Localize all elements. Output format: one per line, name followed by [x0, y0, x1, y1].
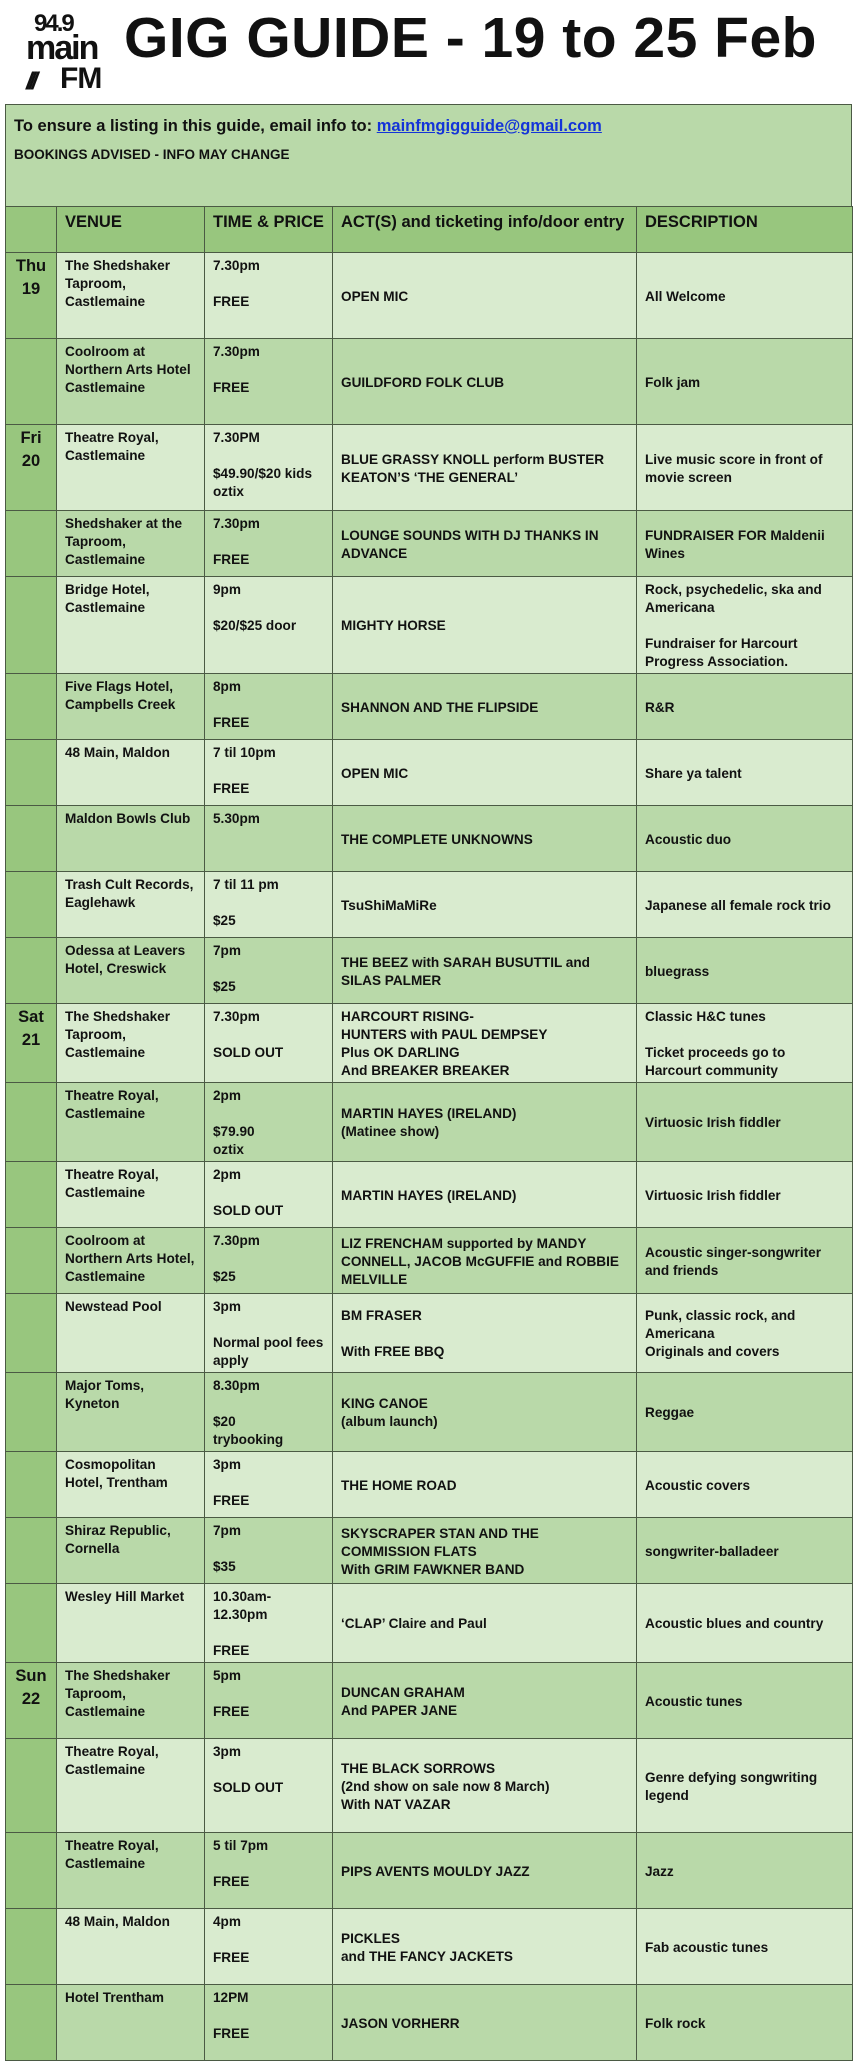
time-price-cell: 4pm FREE — [205, 1909, 333, 1985]
time-price-cell: 7.30PM $49.90/$20 kids oztix — [205, 425, 333, 511]
time-price-cell: 8pm FREE — [205, 674, 333, 740]
description-cell: Genre defying songwriting legend — [637, 1739, 853, 1833]
time-price-cell: 2pm SOLD OUT — [205, 1162, 333, 1228]
venue-cell: Theatre Royal, Castlemaine — [57, 1083, 205, 1162]
time-price-cell: 7 til 11 pm $25 — [205, 872, 333, 938]
day-cell — [6, 1294, 57, 1373]
table-row — [6, 1909, 853, 1985]
description-cell: Acoustic duo — [637, 806, 853, 872]
day-cell — [6, 511, 57, 577]
description-cell: Folk jam — [637, 339, 853, 425]
venue-cell: Theatre Royal, Castlemaine — [57, 425, 205, 511]
table-row — [6, 740, 853, 806]
description-cell: Share ya talent — [637, 740, 853, 806]
table-row — [6, 577, 853, 674]
acts-cell: SKYSCRAPER STAN AND THE COMMISSION FLATS With GRIM FAWKNER BAND — [333, 1518, 637, 1584]
time-price-cell: 7.30pm FREE — [205, 253, 333, 339]
venue-cell: Theatre Royal, Castlemaine — [57, 1833, 205, 1909]
acts-cell: THE HOME ROAD — [333, 1452, 637, 1518]
listing-info — [14, 117, 602, 136]
venue-cell: Shiraz Republic, Cornella — [57, 1518, 205, 1584]
acts-cell: PIPS AVENTS MOULDY JAZZ — [333, 1833, 637, 1909]
day-cell — [6, 1083, 57, 1162]
acts-cell: LOUNGE SOUNDS WITH DJ THANKS IN ADVANCE — [333, 511, 637, 577]
description-cell: Japanese all female rock trio — [637, 872, 853, 938]
day-cell — [6, 1373, 57, 1452]
gig-table — [5, 206, 853, 2061]
listing-prefix: To ensure a listing in this guide, email info to: — [14, 117, 373, 135]
acts-cell: OPEN MIC — [333, 740, 637, 806]
description-cell: FUNDRAISER FOR Maldenii Wines — [637, 511, 853, 577]
acts-cell: OPEN MIC — [333, 253, 637, 339]
venue-cell: The Shedshaker Taproom, Castlemaine — [57, 1004, 205, 1083]
acts-cell: GUILDFORD FOLK CLUB — [333, 339, 637, 425]
page-title: GIG GUIDE - 19 to 25 Feb — [124, 6, 817, 70]
venue-cell: Trash Cult Records, Eaglehawk — [57, 872, 205, 938]
acts-cell: MARTIN HAYES (IRELAND) (Matinee show) — [333, 1083, 637, 1162]
time-price-cell: 9pm $20/$25 door — [205, 577, 333, 674]
time-price-cell: 10.30am- 12.30pm FREE — [205, 1584, 333, 1663]
day-cell — [6, 1228, 57, 1294]
day-cell: Sun 22 — [6, 1663, 57, 1739]
table-header-row — [6, 207, 853, 253]
venue-cell: Major Toms, Kyneton — [57, 1373, 205, 1452]
time-price-cell: 7pm $35 — [205, 1518, 333, 1584]
acts-cell: TsuShiMaMiRe — [333, 872, 637, 938]
table-row — [6, 1083, 853, 1162]
time-price-cell: 7.30pm SOLD OUT — [205, 1004, 333, 1083]
acts-cell: KING CANOE (album launch) — [333, 1373, 637, 1452]
day-cell — [6, 1584, 57, 1663]
table-row — [6, 938, 853, 1004]
venue-cell: The Shedshaker Taproom, Castlemaine — [57, 1663, 205, 1739]
table-row — [6, 1452, 853, 1518]
venue-cell: Theatre Royal, Castlemaine — [57, 1162, 205, 1228]
venue-cell: Five Flags Hotel, Campbells Creek — [57, 674, 205, 740]
gig-guide — [5, 104, 852, 2061]
description-cell: Punk, classic rock, and Americana Originals and covers — [637, 1294, 853, 1373]
table-row — [6, 1518, 853, 1584]
acts-cell: LIZ FRENCHAM supported by MANDY CONNELL, JACOB McGUFFIE and ROBBIE MELVILLE — [333, 1228, 637, 1294]
table-row — [6, 1833, 853, 1909]
description-cell: Rock, psychedelic, ska and Americana Fundraiser for Harcourt Progress Association. — [637, 577, 853, 674]
day-cell: Sat 21 — [6, 1004, 57, 1083]
day-cell — [6, 872, 57, 938]
venue-cell: 48 Main, Maldon — [57, 740, 205, 806]
description-cell: Classic H&C tunes Ticket proceeds go to Harcourt community — [637, 1004, 853, 1083]
day-cell — [6, 674, 57, 740]
table-row — [6, 339, 853, 425]
day-cell — [6, 1452, 57, 1518]
description-cell: Virtuosic Irish fiddler — [637, 1083, 853, 1162]
time-price-cell: 7.30pm $25 — [205, 1228, 333, 1294]
venue-cell: Coolroom at Northern Arts Hotel Castlemaine — [57, 339, 205, 425]
acts-cell: THE BLACK SORROWS (2nd show on sale now 8 March) With NAT VAZAR — [333, 1739, 637, 1833]
table-row — [6, 1985, 853, 2061]
time-price-cell: 5.30pm — [205, 806, 333, 872]
day-cell — [6, 740, 57, 806]
table-row — [6, 674, 853, 740]
day-cell — [6, 577, 57, 674]
time-price-cell: 5pm FREE — [205, 1663, 333, 1739]
logo-main-text: main — [26, 29, 98, 67]
table-row — [6, 1004, 853, 1083]
table-row — [6, 1739, 853, 1833]
description-cell: Virtuosic Irish fiddler — [637, 1162, 853, 1228]
acts-cell: SHANNON AND THE FLIPSIDE — [333, 674, 637, 740]
info-box — [5, 104, 852, 206]
table-row — [6, 1373, 853, 1452]
time-price-cell: 7 til 10pm FREE — [205, 740, 333, 806]
time-price-cell: 12PM FREE — [205, 1985, 333, 2061]
venue-cell: Coolroom at Northern Arts Hotel, Castlemaine — [57, 1228, 205, 1294]
table-row — [6, 1663, 853, 1739]
day-cell — [6, 1739, 57, 1833]
day-cell — [6, 1162, 57, 1228]
day-cell — [6, 339, 57, 425]
time-price-cell: 3pm SOLD OUT — [205, 1739, 333, 1833]
table-row — [6, 511, 853, 577]
venue-cell: Shedshaker at the Taproom, Castlemaine — [57, 511, 205, 577]
table-row — [6, 806, 853, 872]
day-cell — [6, 938, 57, 1004]
bookings-note: BOOKINGS ADVISED - INFO MAY CHANGE — [14, 147, 290, 162]
venue-cell: Newstead Pool — [57, 1294, 205, 1373]
description-cell: Live music score in front of movie screen — [637, 425, 853, 511]
time-price-cell: 2pm $79.90 oztix — [205, 1083, 333, 1162]
description-cell: Fab acoustic tunes — [637, 1909, 853, 1985]
email-link[interactable]: mainfmgigguide@gmail.com — [376, 117, 602, 135]
column-header-venue: VENUE — [57, 207, 205, 253]
venue-cell: The Shedshaker Taproom, Castlemaine — [57, 253, 205, 339]
venue-cell: Bridge Hotel, Castlemaine — [57, 577, 205, 674]
acts-cell: BM FRASER With FREE BBQ — [333, 1294, 637, 1373]
description-cell: All Welcome — [637, 253, 853, 339]
table-row — [6, 1294, 853, 1373]
venue-cell: 48 Main, Maldon — [57, 1909, 205, 1985]
venue-cell: Odessa at Leavers Hotel, Creswick — [57, 938, 205, 1004]
logo-frequency: 94.9 — [34, 10, 73, 37]
acts-cell: HARCOURT RISING- HUNTERS with PAUL DEMPSEY Plus OK DARLING And BREAKER BREAKER — [333, 1004, 637, 1083]
column-header-time: TIME & PRICE — [205, 207, 333, 253]
day-cell — [6, 1833, 57, 1909]
description-cell: Acoustic tunes — [637, 1663, 853, 1739]
day-cell — [6, 806, 57, 872]
acts-cell: THE COMPLETE UNKNOWNS — [333, 806, 637, 872]
description-cell: songwriter-balladeer — [637, 1518, 853, 1584]
time-price-cell: 8.30pm $20 trybooking — [205, 1373, 333, 1452]
venue-cell: Hotel Trentham — [57, 1985, 205, 2061]
column-header-description: DESCRIPTION — [637, 207, 853, 253]
column-header-acts: ACT(S) and ticketing info/door entry — [333, 207, 637, 253]
description-cell: Acoustic covers — [637, 1452, 853, 1518]
description-cell: Acoustic blues and country — [637, 1584, 853, 1663]
day-cell — [6, 1909, 57, 1985]
time-price-cell: 7.30pm FREE — [205, 339, 333, 425]
day-cell — [6, 1985, 57, 2061]
acts-cell: MIGHTY HORSE — [333, 577, 637, 674]
acts-cell: MARTIN HAYES (IRELAND) — [333, 1162, 637, 1228]
description-cell: Jazz — [637, 1833, 853, 1909]
day-cell — [6, 1518, 57, 1584]
time-price-cell: 3pm Normal pool fees apply — [205, 1294, 333, 1373]
venue-cell: Wesley Hill Market — [57, 1584, 205, 1663]
table-row — [6, 1228, 853, 1294]
acts-cell: JASON VORHERR — [333, 1985, 637, 2061]
acts-cell: DUNCAN GRAHAM And PAPER JANE — [333, 1663, 637, 1739]
description-cell: Reggae — [637, 1373, 853, 1452]
acts-cell: PICKLES and THE FANCY JACKETS — [333, 1909, 637, 1985]
table-row — [6, 1162, 853, 1228]
table-row — [6, 253, 853, 339]
venue-cell: Theatre Royal, Castlemaine — [57, 1739, 205, 1833]
day-cell: Thu 19 — [6, 253, 57, 339]
description-cell: Folk rock — [637, 1985, 853, 2061]
table-row — [6, 425, 853, 511]
acts-cell: BLUE GRASSY KNOLL perform BUSTER KEATON’S ‘THE GENERAL’ — [333, 425, 637, 511]
day-cell: Fri 20 — [6, 425, 57, 511]
description-cell: R&R — [637, 674, 853, 740]
venue-cell: Cosmopolitan Hotel, Trentham — [57, 1452, 205, 1518]
venue-cell: Maldon Bowls Club — [57, 806, 205, 872]
acts-cell: THE BEEZ with SARAH BUSUTTIL and SILAS PALMER — [333, 938, 637, 1004]
table-row — [6, 1584, 853, 1663]
time-price-cell: 3pm FREE — [205, 1452, 333, 1518]
description-cell: bluegrass — [637, 938, 853, 1004]
logo-slashes: /// — [26, 68, 35, 95]
time-price-cell: 5 til 7pm FREE — [205, 1833, 333, 1909]
table-row — [6, 872, 853, 938]
time-price-cell: 7.30pm FREE — [205, 511, 333, 577]
column-header-day — [6, 207, 57, 253]
page-header — [0, 0, 857, 100]
gig-rows — [6, 253, 853, 2061]
acts-cell: ‘CLAP’ Claire and Paul — [333, 1584, 637, 1663]
description-cell: Acoustic singer-songwriter and friends — [637, 1228, 853, 1294]
time-price-cell: 7pm $25 — [205, 938, 333, 1004]
logo-fm-text: FM — [60, 62, 102, 95]
main-fm-logo — [26, 8, 108, 94]
